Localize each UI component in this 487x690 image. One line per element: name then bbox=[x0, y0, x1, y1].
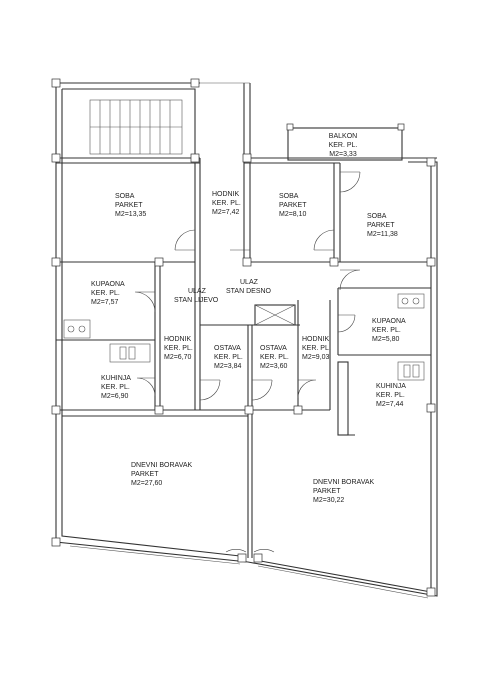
room-label-soba-right: SOBA PARKET M2=11,38 bbox=[367, 213, 398, 238]
room-label-ostava-right: OSTAVA KER. PL. M2=3,60 bbox=[260, 345, 289, 370]
room-label-hodnik-top: HODNIK KER. PL. M2=7,42 bbox=[212, 191, 241, 216]
room-label-hodnik-right: HODNIK KER. PL. M2=9,03 bbox=[302, 336, 331, 361]
room-label-hodnik-left: HODNIK KER. PL. M2=6,70 bbox=[164, 336, 193, 361]
room-label-ostava-left: OSTAVA KER. PL. M2=3,84 bbox=[214, 345, 243, 370]
room-label-dnevni-right: DNEVNI BORAVAK PARKET M2=30,22 bbox=[313, 479, 375, 504]
room-label-kupaona-right: KUPAONA KER. PL. M2=5,80 bbox=[372, 318, 406, 343]
room-label-soba-left: SOBA PARKET M2=13,35 bbox=[115, 193, 147, 218]
room-label-balkon: BALKON KER. PL. M2=3,33 bbox=[328, 133, 358, 158]
room-label-ulaz-desno: ULAZ STAN DESNO bbox=[226, 279, 271, 295]
room-label-kuhinja-right: KUHINJA KER. PL. M2=7,44 bbox=[376, 383, 406, 408]
windows bbox=[70, 546, 428, 598]
room-label-dnevni-left: DNEVNI BORAVAK PARKET M2=27,60 bbox=[131, 462, 193, 487]
staircase bbox=[90, 100, 182, 154]
fixtures bbox=[64, 294, 424, 380]
room-label-soba-mid: SOBA PARKET M2=8,10 bbox=[279, 193, 307, 218]
room-label-ulaz-lijevo: ULAZ STAN LIJEVO bbox=[174, 288, 219, 304]
room-label-kuhinja-left: KUHINJA KER. PL. M2=6,90 bbox=[101, 375, 131, 400]
room-label-kupaona-left: KUPAONA KER. PL. M2=7,57 bbox=[91, 281, 125, 306]
room-labels bbox=[91, 133, 406, 504]
